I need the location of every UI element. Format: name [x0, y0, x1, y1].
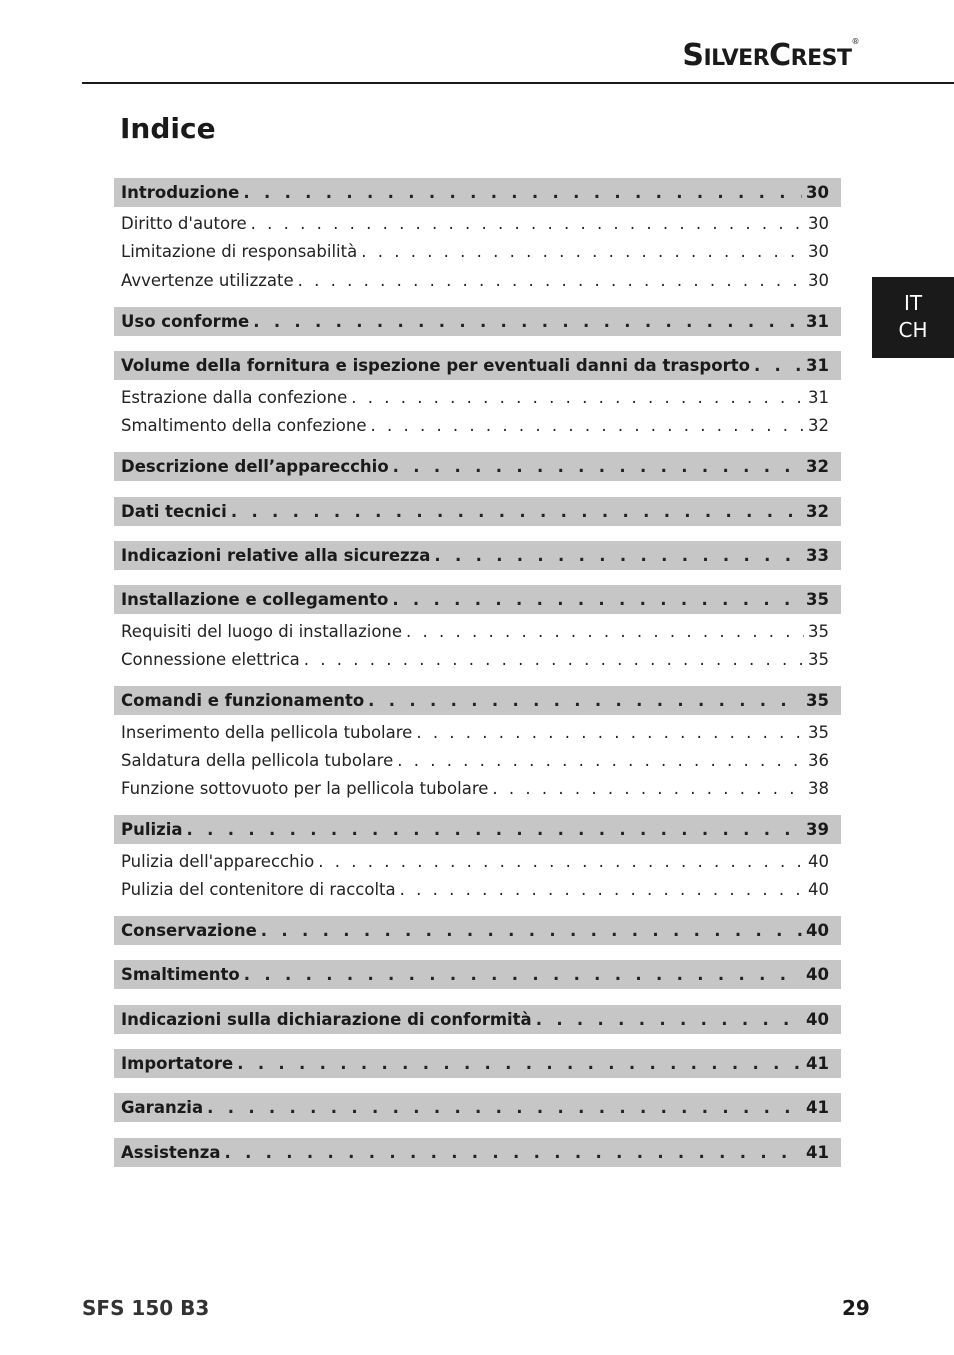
toc-entry-label: Indicazioni relative alla sicurezza [121, 546, 431, 565]
toc-section-entry [114, 916, 841, 945]
toc-subentry [114, 746, 841, 774]
toc-entry-page: 35 [806, 590, 829, 609]
toc-entry-page: 39 [806, 820, 829, 839]
toc-leader-dots [400, 880, 804, 899]
toc-entry-page: 32 [806, 502, 829, 521]
toc-entry-label: Limitazione di responsabilità [121, 241, 358, 261]
toc-section-entry [114, 960, 841, 989]
toc-entry-label: Diritto d'autore [121, 213, 247, 233]
toc-leader-dots [536, 1010, 802, 1029]
toc-entry-page: 32 [808, 415, 829, 435]
toc-subentry [114, 875, 841, 903]
toc-leader-dots [434, 546, 802, 565]
toc-entry-page: 33 [806, 546, 829, 565]
toc-section-entry [114, 541, 841, 570]
toc-section-entry [114, 585, 841, 614]
toc-leader-dots [224, 1143, 802, 1162]
toc-entry-label: Connessione elettrica [121, 649, 300, 669]
toc-entry-page: 40 [808, 851, 829, 871]
toc-leader-dots [351, 388, 804, 407]
toc-entry-page: 40 [806, 921, 829, 940]
toc-entry-label: Introduzione [121, 183, 240, 202]
toc-entry-page: 40 [806, 965, 829, 984]
toc-leader-dots [304, 650, 804, 669]
toc-entry-label: Requisiti del luogo di installazione [121, 621, 403, 641]
toc-entry-page: 31 [808, 387, 829, 407]
model-number: SFS 150 B3 [82, 1296, 210, 1320]
toc-leader-dots [207, 1098, 802, 1117]
toc-entry-label: Assistenza [121, 1143, 221, 1162]
toc-leader-dots [370, 416, 804, 435]
toc-entry-page: 31 [806, 312, 829, 331]
toc-entry-page: 30 [808, 241, 829, 261]
page-title: Indice [120, 112, 216, 145]
toc-leader-dots [251, 214, 804, 233]
toc-entry-label: Uso conforme [121, 312, 250, 331]
toc-leader-dots [393, 457, 802, 476]
toc-leader-dots [368, 691, 802, 710]
toc-entry-label: Smaltimento [121, 965, 240, 984]
toc-entry-page: 38 [808, 778, 829, 798]
toc-entry-label: Saldatura della pellicola tubolare [121, 750, 394, 770]
toc-subentry [114, 266, 841, 294]
toc-entry-page: 30 [808, 213, 829, 233]
brand-logo: SILVERCREST® [682, 37, 859, 73]
toc-entry-label: Smaltimento della confezione [121, 415, 367, 435]
toc-section-entry [114, 1005, 841, 1034]
toc-section-entry [114, 1049, 841, 1078]
toc-entry-label: Installazione e collegamento [121, 590, 389, 609]
toc-entry-page: 40 [806, 1010, 829, 1029]
toc-subentry [114, 774, 841, 802]
language-code-it: IT [903, 291, 923, 315]
page-number: 29 [842, 1296, 870, 1320]
toc-entry-page: 35 [808, 621, 829, 641]
toc-entry-page: 35 [808, 722, 829, 742]
toc-leader-dots [318, 852, 804, 871]
toc-section-entry [114, 1093, 841, 1122]
toc-subentry [114, 237, 841, 265]
toc-leader-dots [392, 590, 802, 609]
toc-section-entry [114, 178, 841, 207]
toc-section-entry [114, 815, 841, 844]
toc-subentry [114, 383, 841, 411]
toc-entry-page: 41 [806, 1098, 829, 1117]
toc-subentry [114, 718, 841, 746]
toc-entry-page: 41 [806, 1143, 829, 1162]
toc-leader-dots [416, 723, 804, 742]
toc-entry-page: 40 [808, 879, 829, 899]
toc-entry-page: 35 [806, 691, 829, 710]
toc-subentry [114, 209, 841, 237]
toc-entry-page: 30 [808, 270, 829, 290]
toc-entry-label: Inserimento della pellicola tubolare [121, 722, 413, 742]
toc-entry-label: Comandi e funzionamento [121, 691, 365, 710]
toc-section-entry [114, 686, 841, 715]
toc-section-entry [114, 1138, 841, 1167]
toc-entry-label: Garanzia [121, 1098, 204, 1117]
toc-entry-label: Funzione sottovuoto per la pellicola tubolare [121, 778, 489, 798]
toc-entry-label: Pulizia [121, 820, 183, 839]
toc-entry-label: Pulizia dell'apparecchio [121, 851, 315, 871]
toc-entry-label: Conservazione [121, 921, 257, 940]
toc-section-entry [114, 307, 841, 336]
toc-entry-label: Importatore [121, 1054, 234, 1073]
toc-entry-page: 30 [806, 183, 829, 202]
toc-entry-label: Estrazione dalla confezione [121, 387, 348, 407]
toc-subentry [114, 645, 841, 673]
toc-leader-dots [187, 820, 802, 839]
toc-subentry [114, 411, 841, 439]
toc-subentry [114, 617, 841, 645]
toc-entry-label: Pulizia del contenitore di raccolta [121, 879, 396, 899]
toc-section-entry [114, 497, 841, 526]
toc-leader-dots [231, 502, 802, 521]
toc-entry-label: Volume della fornitura e ispezione per eventuali danni da trasporto [121, 356, 750, 375]
language-code-ch: CH [898, 318, 928, 342]
toc-entry-page: 36 [808, 750, 829, 770]
toc-leader-dots [406, 622, 804, 641]
toc-section-entry [114, 452, 841, 481]
toc-subentry [114, 847, 841, 875]
toc-entry-label: Indicazioni sulla dichiarazione di conformità [121, 1010, 532, 1029]
toc-entry-page: 41 [806, 1054, 829, 1073]
toc-entry-page: 32 [806, 457, 829, 476]
toc-leader-dots [397, 751, 804, 770]
toc-entry-label: Descrizione dell’apparecchio [121, 457, 389, 476]
toc-leader-dots [253, 312, 802, 331]
toc-leader-dots [492, 779, 804, 798]
toc-leader-dots [243, 183, 802, 202]
toc-leader-dots [298, 271, 804, 290]
toc-entry-page: 31 [806, 356, 829, 375]
toc-leader-dots [237, 1054, 802, 1073]
toc-leader-dots [261, 921, 802, 940]
toc-leader-dots [754, 356, 802, 375]
toc-leader-dots [361, 242, 804, 261]
toc-entry-label: Avvertenze utilizzate [121, 270, 294, 290]
header-rule [82, 82, 954, 84]
toc-entry-label: Dati tecnici [121, 502, 227, 521]
toc-leader-dots [244, 965, 802, 984]
toc-entry-page: 35 [808, 649, 829, 669]
language-tab [872, 277, 954, 358]
toc-section-entry [114, 351, 841, 380]
